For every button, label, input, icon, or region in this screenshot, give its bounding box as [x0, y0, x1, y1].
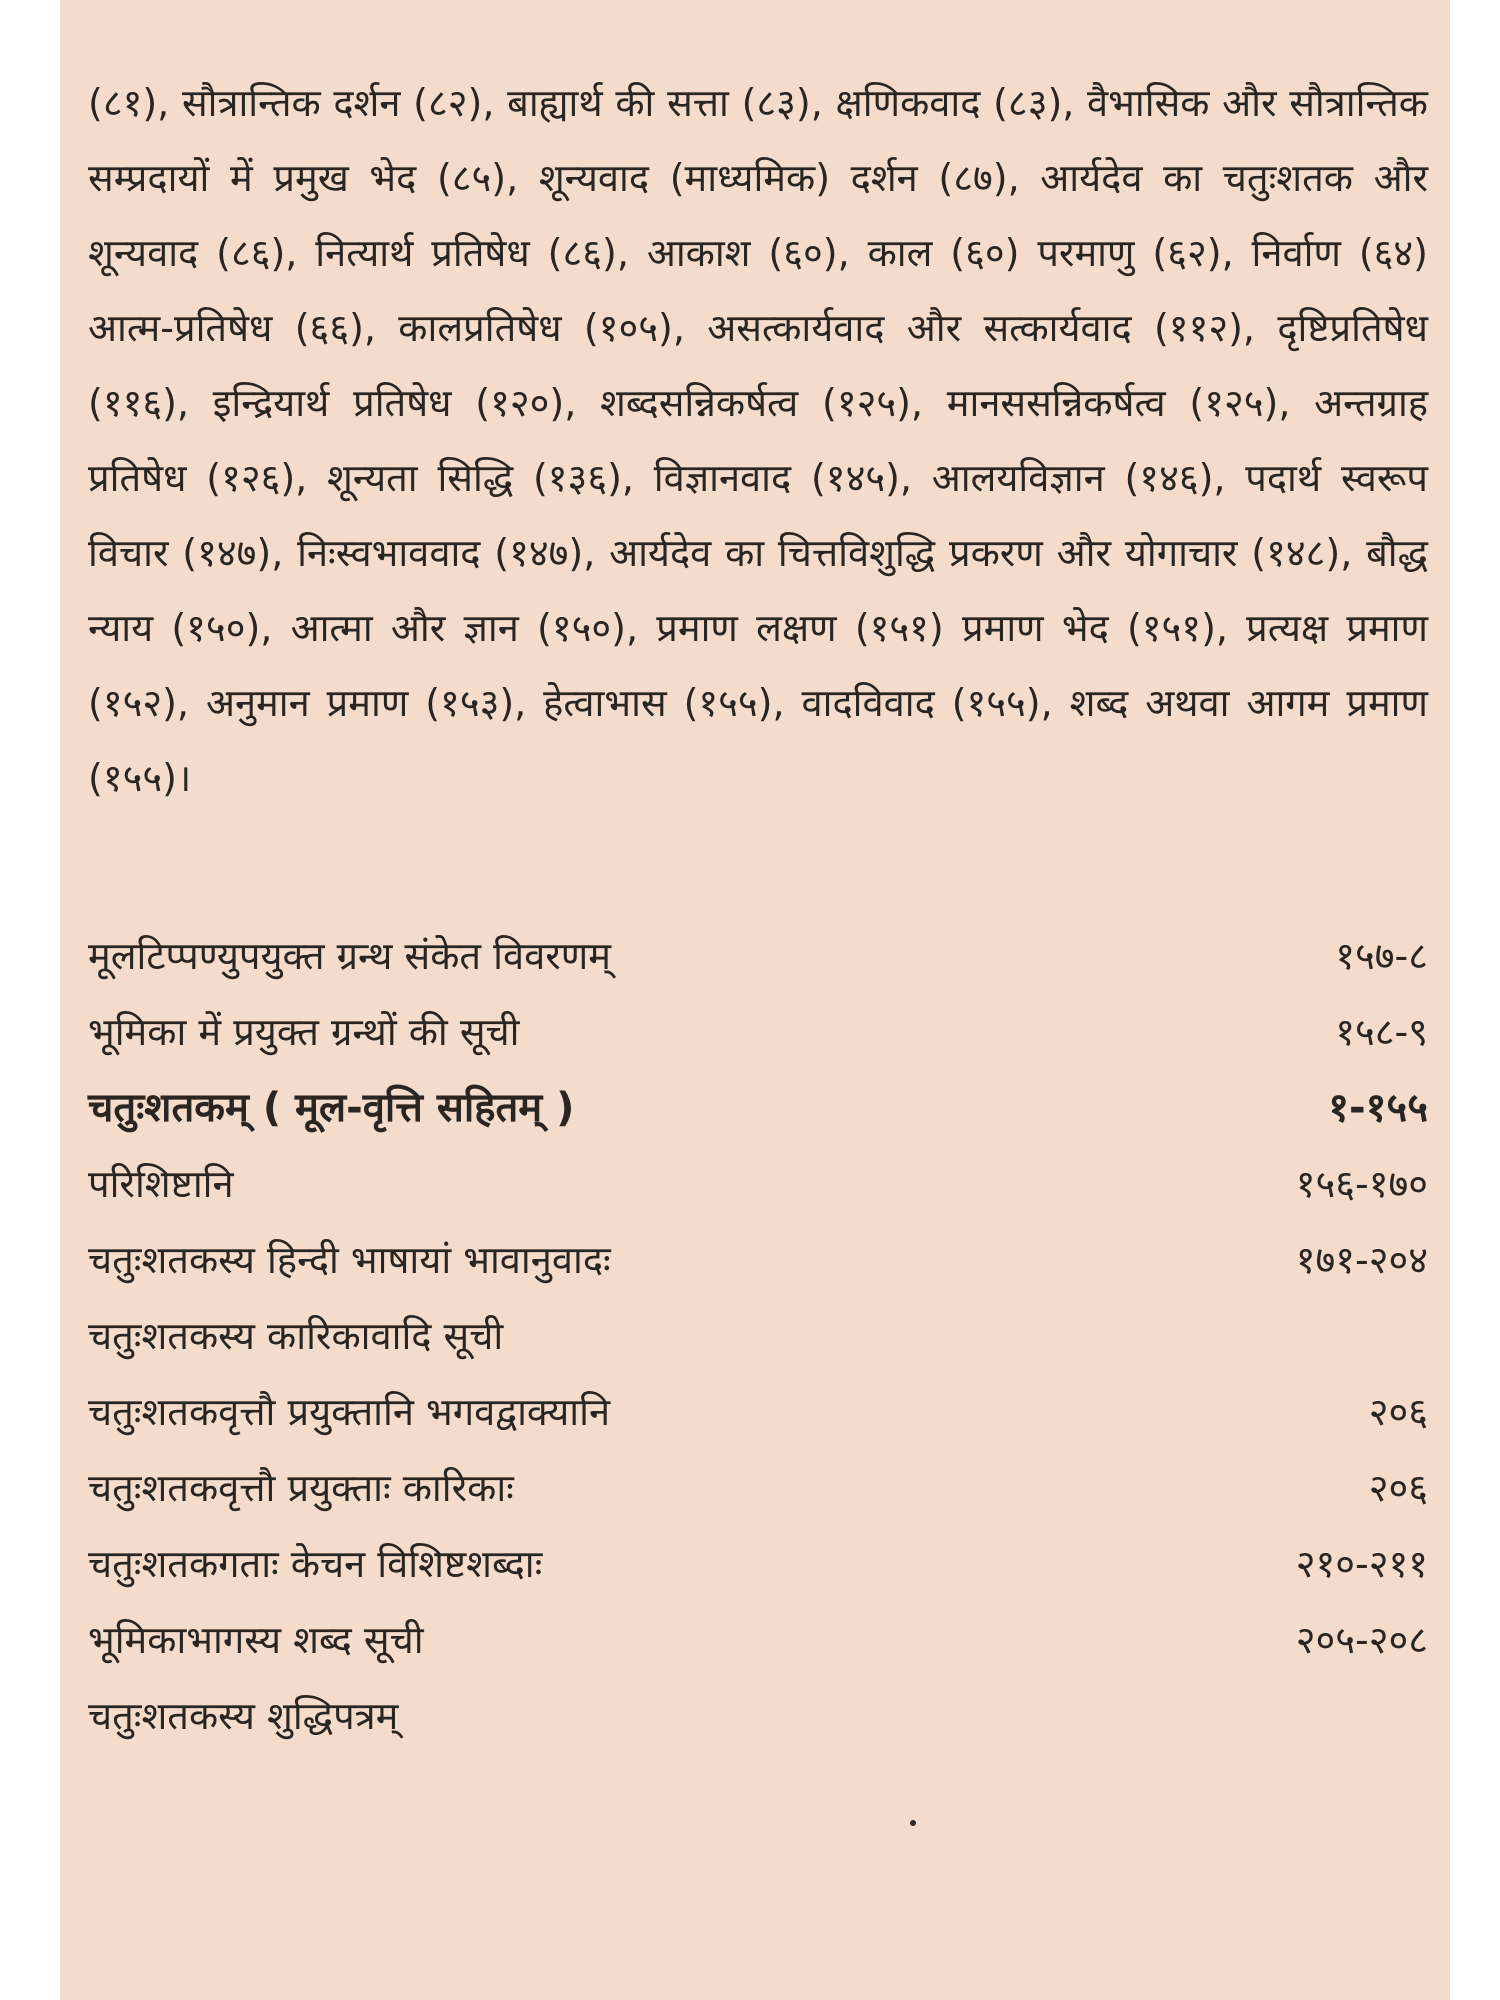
toc-entry	[88, 1298, 1428, 1374]
toc-entry-title: चतुःशतकवृत्तौ प्रयुक्ताः कारिकाः	[88, 1466, 514, 1510]
toc-entry-title: चतुःशतकम् ( मूल-वृत्ति सहितम् )	[88, 1085, 575, 1131]
toc-entry-title: भूमिकाभागस्य शब्द सूची	[88, 1618, 424, 1662]
toc-entry-page: १५६-१७०	[1295, 1162, 1428, 1206]
toc-entry	[88, 994, 1428, 1070]
toc-entry-title: चतुःशतकवृत्तौ प्रयुक्तानि भगवद्वाक्यानि	[88, 1390, 611, 1434]
toc-entry-title: भूमिका में प्रयुक्त ग्रन्थों की सूची	[88, 1010, 520, 1054]
toc-entry-page: २०५-२०८	[1295, 1618, 1428, 1662]
toc-entry	[88, 1146, 1428, 1222]
toc-entry-page: २०६	[1368, 1466, 1428, 1510]
toc-entry-page: १-१५५	[1328, 1085, 1428, 1131]
toc-entry	[88, 1450, 1428, 1526]
toc-entry-title: परिशिष्टानि	[88, 1162, 234, 1206]
toc-entry-page: १५७-८	[1335, 934, 1428, 978]
table-of-contents	[88, 918, 1428, 1754]
toc-entry-page: २०६	[1368, 1390, 1428, 1434]
toc-entry-title: चतुःशतकस्य हिन्दी भाषायां भावानुवादः	[88, 1238, 611, 1282]
toc-entry	[88, 1374, 1428, 1450]
ink-dot	[910, 1820, 916, 1826]
toc-entry-title: मूलटिप्पण्युपयुक्त ग्रन्थ संकेत विवरणम्	[88, 934, 611, 978]
toc-entry	[88, 1602, 1428, 1678]
toc-entry	[88, 1526, 1428, 1602]
toc-entry-title: चतुःशतकस्य शुद्धिपत्रम्	[88, 1694, 399, 1738]
toc-entry-page: २१०-२११	[1295, 1542, 1428, 1586]
toc-entry	[88, 1678, 1428, 1754]
book-page	[60, 0, 1450, 2000]
toc-entry	[88, 1222, 1428, 1298]
toc-entry	[88, 1070, 1428, 1146]
toc-entry-title: चतुःशतकस्य कारिकावादि सूची	[88, 1314, 504, 1358]
toc-entry	[88, 918, 1428, 994]
toc-entry-title: चतुःशतकगताः केचन विशिष्टशब्दाः	[88, 1542, 543, 1586]
toc-entry-page: १५८-९	[1335, 1010, 1428, 1054]
toc-entry-page: १७१-२०४	[1295, 1238, 1428, 1282]
contents-paragraph: (८१), सौत्रान्तिक दर्शन (८२), बाह्यार्थ की सत्ता (८३), क्षणिकवाद (८३), वैभासिक और सौत्रान्तिक सम्प्रदायों में प्रमुख भेद (८५), शून्यवाद (माध्यमिक) दर्शन (८७), आर्यदेव का चतुःशतक और शून्यवाद (८६), नित्यार्थ प्रतिषेध (८६), आकाश (६०), काल (६०) परमाणु (६२), निर्वाण (६४) आत्म-प्रतिषेध (६६), कालप्रतिषेध (१०५), असत्कार्यवाद और सत्कार्यवाद (११२), दृष्टिप्रतिषेध (११६), इन्द्रियार्थ प्रतिषेध (१२०), शब्दसन्निकर्षत्व (१२५), मानससन्निकर्षत्व (१२५), अन्तग्राह प्रतिषेध (१२६), शून्यता सिद्धि (१३६), विज्ञानवाद (१४५), आलयविज्ञान (१४६), पदार्थ स्वरूप विचार (१४७), निःस्वभाववाद (१४७), आर्यदेव का चित्तविशुद्धि प्रकरण और योगाचार (१४८), बौद्ध न्याय (१५०), आत्मा और ज्ञान (१५०), प्रमाण लक्षण (१५१) प्रमाण भेद (१५१), प्रत्यक्ष प्रमाण (१५२), अनुमान प्रमाण (१५३), हेत्वाभास (१५५), वादविवाद (१५५), शब्द अथवा आगम प्रमाण (१५५)।	[88, 81, 1428, 800]
